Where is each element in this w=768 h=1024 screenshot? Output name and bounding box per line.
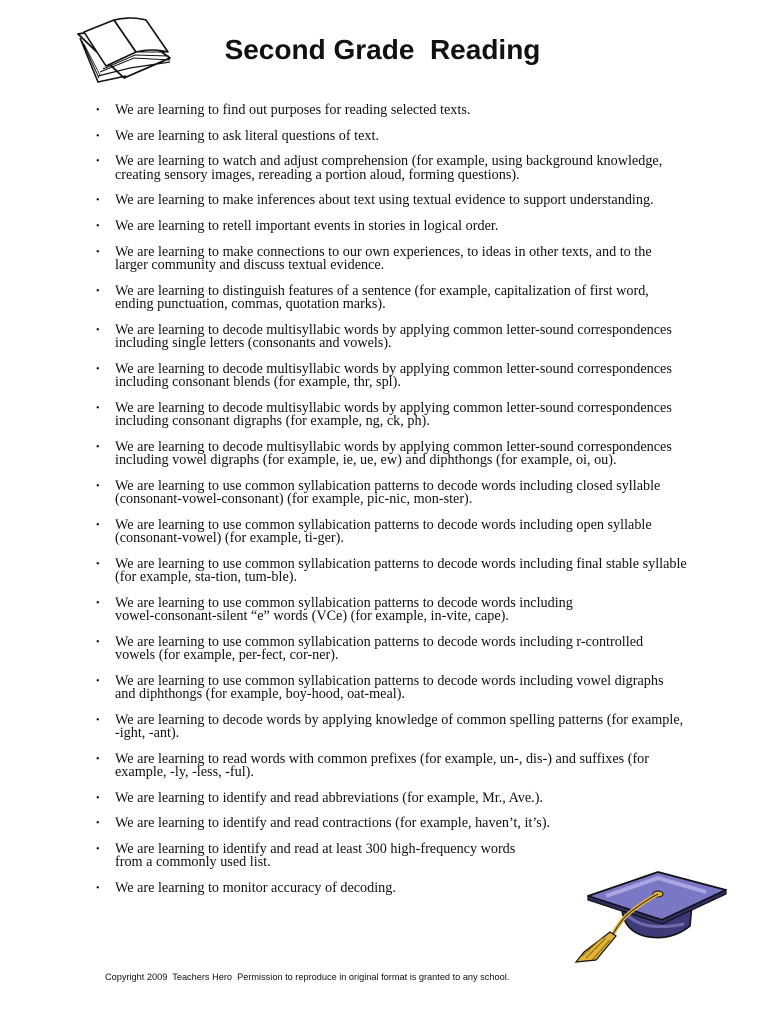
objective-text: We are learning to use common syllabication patterns to decode words including open syllable (consonant-vowel) (for example, ti-ger). <box>115 516 652 546</box>
list-item <box>90 633 730 663</box>
list-item <box>90 220 730 233</box>
bullet-icon: • <box>96 675 100 687</box>
bullet-icon: • <box>96 324 100 336</box>
objective-text: We are learning to decode multisyllabic words by applying common letter-sound correspondences including single letters (consonants and vowels). <box>115 321 672 351</box>
bullet-icon: • <box>96 818 100 830</box>
list-item <box>90 817 730 830</box>
objective-text: We are learning to identify and read contractions (for example, haven’t, it’s). <box>115 815 551 832</box>
bullet-icon: • <box>96 156 100 168</box>
bullet-icon: • <box>96 246 100 258</box>
objective-text: We are learning to use common syllabication patterns to decode words including vowel digraphs and diphthongs (for example, boy-hood, oat-meal). <box>115 672 664 702</box>
bullet-icon: • <box>96 714 100 726</box>
bullet-icon: • <box>96 597 100 609</box>
objective-text: We are learning to read words with common prefixes (for example, un-, dis-) and suffixes (for example, -ly, -less, -ful). <box>115 750 649 780</box>
objective-text: We are learning to make connections to our own experiences, to ideas in other texts, and to the larger community and discuss textual evidence. <box>115 243 652 274</box>
list-item <box>90 477 730 507</box>
bullet-icon: • <box>96 843 100 855</box>
list-item <box>90 438 730 468</box>
page-title: Second Grade Reading <box>224 34 541 65</box>
objective-text: We are learning to make inferences about text using textual evidence to support understanding. <box>115 192 654 209</box>
objective-text: We are learning to decode multisyllabic words by applying common letter-sound correspondences including consonant digraphs (for example, ng, ck, ph). <box>115 399 672 429</box>
objective-text: We are learning to distinguish features of a sentence (for example, capitalization of first word, ending punctuation, commas, quotation marks). <box>115 282 649 313</box>
objective-text: We are learning to use common syllabication patterns to decode words including vowel-consonant-silent “e” words (VCe) (for example, in-vite, cape). <box>115 594 573 624</box>
list-item <box>90 594 730 624</box>
objective-text: We are learning to decode multisyllabic words by applying common letter-sound correspondences including consonant blends (for example, thr, spl). <box>115 360 672 390</box>
bullet-icon: • <box>96 480 100 492</box>
graduation-cap-icon <box>566 866 728 966</box>
list-item <box>90 243 730 274</box>
objective-text: We are learning to ask literal questions of text. <box>115 127 379 144</box>
open-book-icon <box>70 12 174 88</box>
copyright-text: Copyright 2009 Teachers Hero Permission to reproduce in original format is granted to any school. <box>105 972 510 982</box>
bullet-icon: • <box>96 753 100 765</box>
objective-text: We are learning to decode multisyllabic words by applying common letter-sound correspondences including vowel digraphs (for example, ie, ue, ew) and diphthongs (for example, oi, ou). <box>115 438 672 468</box>
bullet-icon: • <box>96 558 100 570</box>
objective-text: We are learning to retell important events in stories in logical order. <box>115 218 499 235</box>
bullet-icon: • <box>96 130 100 142</box>
objective-text: We are learning to find out purposes for reading selected texts. <box>115 102 471 118</box>
list-item <box>90 127 730 144</box>
bullet-icon: • <box>96 221 100 233</box>
list-item <box>90 104 730 117</box>
bullet-icon: • <box>96 285 100 297</box>
bullet-icon: • <box>96 402 100 414</box>
bullet-icon: • <box>96 195 100 207</box>
list-item <box>90 711 730 741</box>
bullet-icon: • <box>96 363 100 375</box>
objective-text: We are learning to decode words by applying knowledge of common spelling patterns (for example, -ight, -ant). <box>115 711 684 741</box>
bullet-icon: • <box>96 105 100 116</box>
bullet-icon: • <box>96 519 100 531</box>
bullet-icon: • <box>96 636 100 648</box>
objective-text: We are learning to watch and adjust comprehension (for example, using background knowledge, creating sensory images, rereading a portion aloud, forming questions). <box>115 153 663 183</box>
learning-objectives-list <box>90 104 730 908</box>
list-item <box>90 789 730 806</box>
objective-text: We are learning to monitor accuracy of decoding. <box>115 879 396 896</box>
bullet-icon: • <box>96 441 100 453</box>
list-item <box>90 399 730 429</box>
objective-text: We are learning to identify and read abbreviations (for example, Mr., Ave.). <box>115 789 543 806</box>
list-item <box>90 282 730 313</box>
objective-text: We are learning to use common syllabication patterns to decode words including final stable syllable (for example, sta-tion, tum-ble). <box>115 555 687 585</box>
list-item <box>90 321 730 351</box>
objective-text: We are learning to identify and read at least 300 high-frequency words from a commonly used list. <box>115 840 516 871</box>
list-item <box>90 672 730 702</box>
objective-text: We are learning to use common syllabication patterns to decode words including r-controlled vowels (for example, per-fect, cor-ner). <box>115 633 644 663</box>
bullet-icon: • <box>96 882 100 894</box>
list-item <box>90 360 730 390</box>
list-item <box>90 194 730 207</box>
list-item <box>90 516 730 546</box>
objective-text: We are learning to use common syllabication patterns to decode words including closed syllable (consonant-vowel-consonant) (for example, pic-nic, mon-ster). <box>115 477 661 507</box>
list-item <box>90 555 730 585</box>
bullet-icon: • <box>96 792 100 804</box>
list-item <box>90 155 730 182</box>
list-item <box>90 750 730 780</box>
